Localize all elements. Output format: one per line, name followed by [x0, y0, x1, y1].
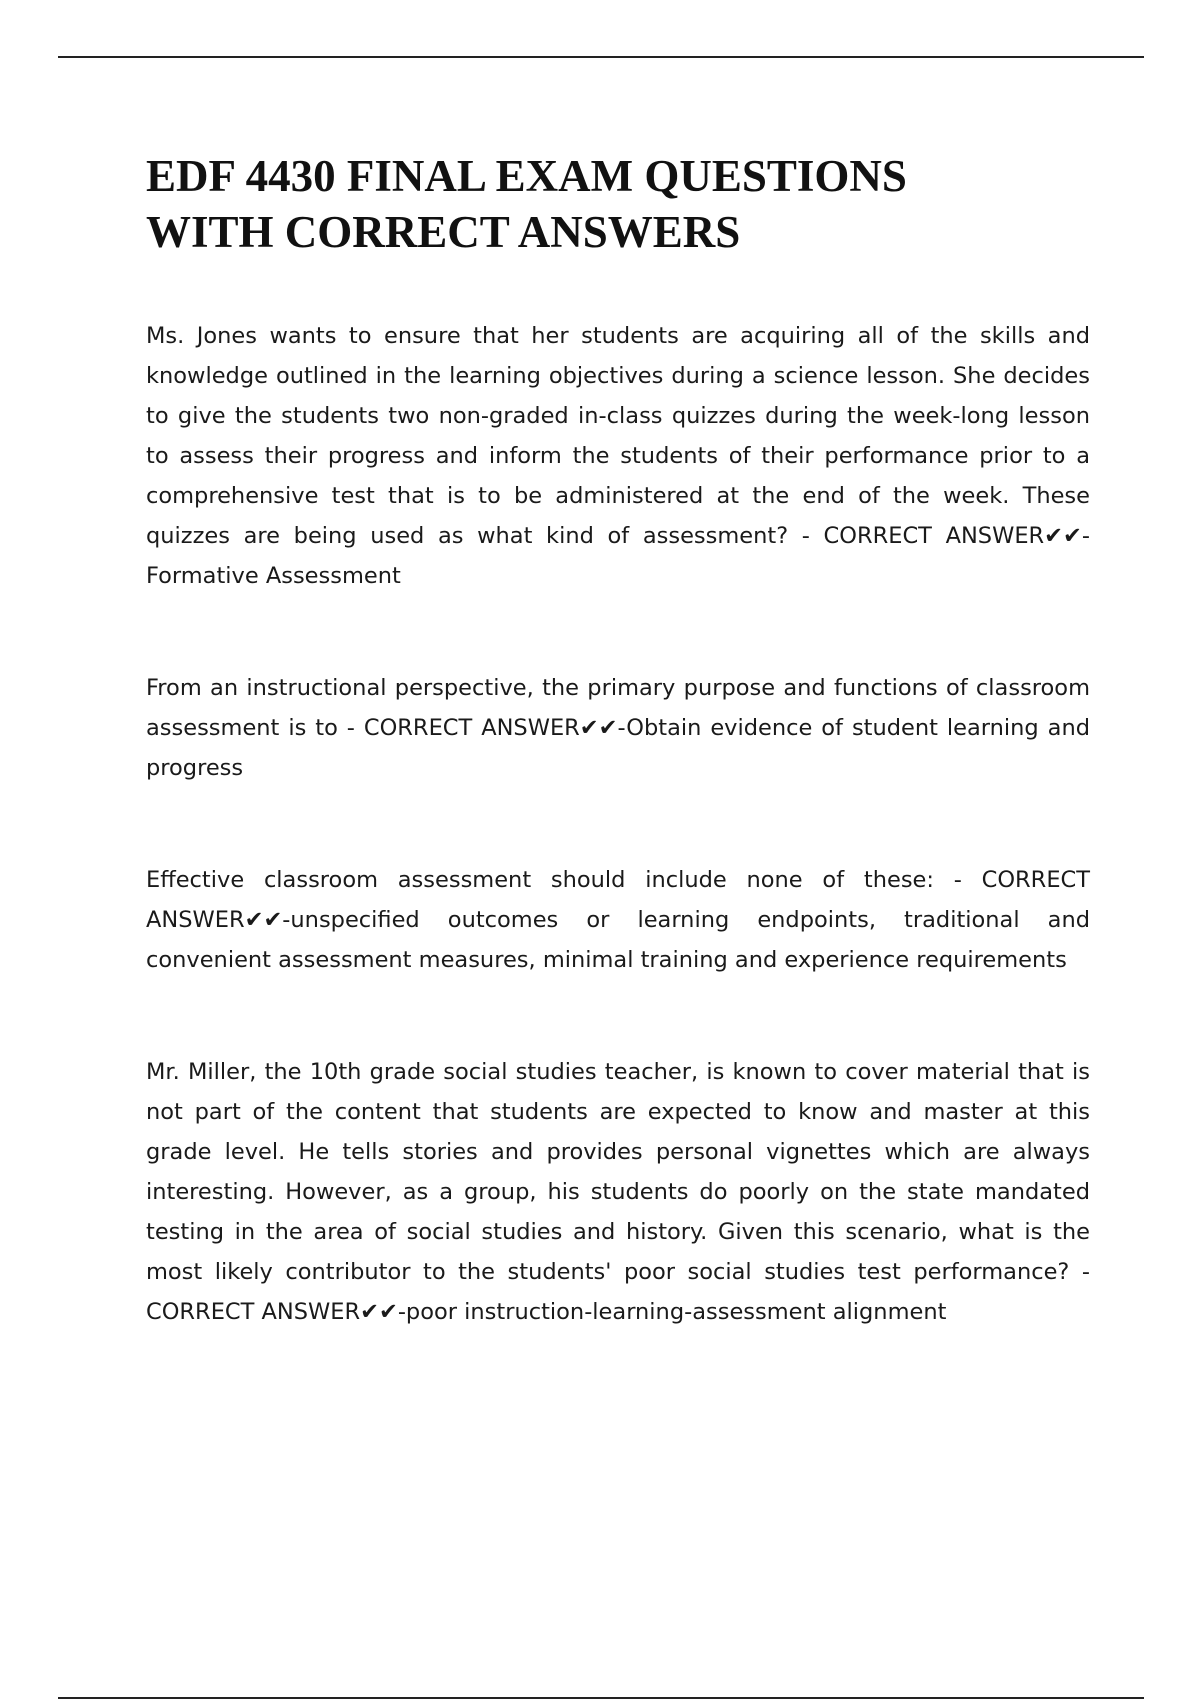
question-answer-2: From an instructional perspective, the primary purpose and functions of classroom assessment is to - CORRECT ANSWER✔✔-Obtain evidence of student learning and progress	[146, 675, 1090, 781]
question-answer-3: Effective classroom assessment should include none of these: - CORRECT ANSWER✔✔-unspecified outcomes or learning endpoints, traditional and convenient assessment measures, minimal training and experience requirements	[146, 867, 1090, 973]
title-line-1: EDF 4430 FINAL EXAM QUESTIONS	[146, 151, 907, 201]
question-answer-1: Ms. Jones wants to ensure that her students are acquiring all of the skills and knowledge outlined in the learning objectives during a science lesson. She decides to give the students two non-graded in-class quizzes during the week-long lesson to assess their progress and inform the students of their performance prior to a comprehensive test that is to be administered at the end of the week. These quizzes are being used as what kind of assessment? - CORRECT ANSWER✔✔-Formative Assessment	[146, 323, 1090, 589]
bottom-rule	[58, 1697, 1144, 1699]
question-answer-4: Mr. Miller, the 10th grade social studies teacher, is known to cover material that is not part of the content that students are expected to know and master at this grade level. He tells stories and provides personal vignettes which are always interesting. However, as a group, his students do poorly on the state mandated testing in the area of social studies and history. Given this scenario, what is the most likely contributor to the students' poor social studies test performance? - CORRECT ANSWER✔✔-poor instruction-learning-assessment alignment	[146, 1059, 1090, 1325]
top-rule	[58, 56, 1144, 58]
title-line-2: WITH CORRECT ANSWERS	[146, 207, 741, 257]
document-title	[146, 148, 1090, 260]
document-page	[146, 148, 1090, 1404]
